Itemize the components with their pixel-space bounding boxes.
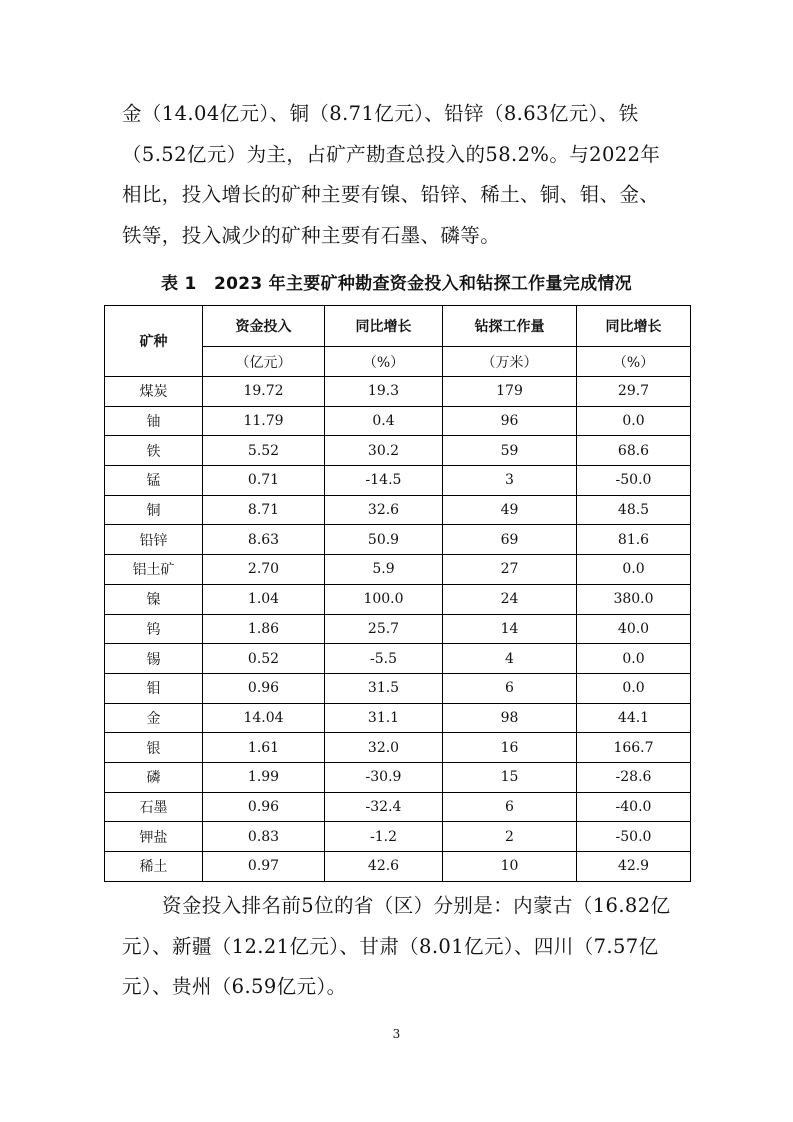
body-paragraph-bottom: 资金投入排名前5位的省（区）分别是：内蒙古（16.82亿元）、新疆（12.21亿元）、甘肃（8.01亿元）、四川（7.57亿元）、贵州（6.59亿元）。 (122, 894, 671, 998)
cell-drilling: 24 (443, 584, 577, 614)
cell-mineral: 铁 (105, 436, 203, 466)
cell-mineral: 铀 (105, 406, 203, 436)
table-row (105, 495, 691, 525)
header-drilling: 钻探工作量 (443, 306, 577, 347)
table-row (105, 644, 691, 674)
cell-drilling: 98 (443, 703, 577, 733)
cell-drilling: 96 (443, 406, 577, 436)
table-row (105, 703, 691, 733)
mineral-exploration-table (104, 305, 691, 882)
cell-funding-yoy: 32.6 (325, 495, 443, 525)
cell-funding: 19.72 (203, 377, 325, 407)
cell-funding: 2.70 (203, 555, 325, 585)
cell-drilling-yoy: 0.0 (577, 644, 691, 674)
cell-drilling-yoy: 81.6 (577, 525, 691, 555)
header-funding: 资金投入 (203, 306, 325, 347)
cell-drilling-yoy: 44.1 (577, 703, 691, 733)
cell-funding: 1.61 (203, 733, 325, 763)
cell-funding-yoy: 5.9 (325, 555, 443, 585)
cell-funding-yoy: -32.4 (325, 792, 443, 822)
cell-drilling-yoy: 166.7 (577, 733, 691, 763)
table-row (105, 406, 691, 436)
unit-drilling-yoy: （%） (577, 347, 691, 377)
table-row (105, 822, 691, 852)
cell-funding-yoy: 31.5 (325, 673, 443, 703)
cell-funding-yoy: 32.0 (325, 733, 443, 763)
cell-drilling: 15 (443, 762, 577, 792)
cell-drilling-yoy: -28.6 (577, 762, 691, 792)
cell-mineral: 煤炭 (105, 377, 203, 407)
cell-funding-yoy: 31.1 (325, 703, 443, 733)
cell-drilling: 4 (443, 644, 577, 674)
table-caption: 表 1 2023 年主要矿种勘查资金投入和钻探工作量完成情况 (161, 274, 632, 294)
cell-drilling: 49 (443, 495, 577, 525)
cell-drilling-yoy: 68.6 (577, 436, 691, 466)
cell-funding: 8.63 (203, 525, 325, 555)
unit-funding: （亿元） (203, 347, 325, 377)
cell-funding: 8.71 (203, 495, 325, 525)
cell-drilling: 6 (443, 792, 577, 822)
cell-drilling-yoy: 0.0 (577, 406, 691, 436)
cell-funding: 11.79 (203, 406, 325, 436)
cell-funding-yoy: 42.6 (325, 852, 443, 882)
cell-funding: 0.97 (203, 852, 325, 882)
cell-drilling: 10 (443, 852, 577, 882)
cell-mineral: 铅锌 (105, 525, 203, 555)
cell-funding-yoy: 0.4 (325, 406, 443, 436)
cell-drilling: 3 (443, 466, 577, 496)
table-row (105, 584, 691, 614)
cell-mineral: 稀土 (105, 852, 203, 882)
cell-funding: 1.99 (203, 762, 325, 792)
cell-mineral: 铝土矿 (105, 555, 203, 585)
cell-funding-yoy: -30.9 (325, 762, 443, 792)
table-row (105, 733, 691, 763)
cell-funding: 0.52 (203, 644, 325, 674)
cell-funding-yoy: -5.5 (325, 644, 443, 674)
cell-drilling-yoy: -50.0 (577, 822, 691, 852)
cell-drilling-yoy: 29.7 (577, 377, 691, 407)
cell-drilling-yoy: 40.0 (577, 614, 691, 644)
header-mineral: 矿种 (105, 306, 203, 377)
cell-drilling: 179 (443, 377, 577, 407)
cell-funding-yoy: 50.9 (325, 525, 443, 555)
table-row (105, 673, 691, 703)
cell-funding: 1.86 (203, 614, 325, 644)
table-row (105, 466, 691, 496)
cell-drilling-yoy: 0.0 (577, 555, 691, 585)
cell-mineral: 钼 (105, 673, 203, 703)
table-row (105, 436, 691, 466)
table-row (105, 377, 691, 407)
cell-drilling-yoy: -50.0 (577, 466, 691, 496)
cell-funding: 0.96 (203, 673, 325, 703)
cell-drilling: 16 (443, 733, 577, 763)
cell-funding-yoy: 30.2 (325, 436, 443, 466)
page-number: 3 (392, 1027, 401, 1041)
cell-drilling: 14 (443, 614, 577, 644)
cell-drilling: 2 (443, 822, 577, 852)
cell-drilling: 6 (443, 673, 577, 703)
cell-drilling: 27 (443, 555, 577, 585)
table-header-row (105, 306, 691, 347)
cell-mineral: 石墨 (105, 792, 203, 822)
cell-drilling-yoy: 0.0 (577, 673, 691, 703)
cell-drilling-yoy: 380.0 (577, 584, 691, 614)
cell-drilling-yoy: 42.9 (577, 852, 691, 882)
cell-funding: 0.96 (203, 792, 325, 822)
table-row (105, 555, 691, 585)
header-drilling-yoy: 同比增长 (577, 306, 691, 347)
cell-funding: 1.04 (203, 584, 325, 614)
unit-drilling: （万米） (443, 347, 577, 377)
table-row (105, 762, 691, 792)
cell-mineral: 镍 (105, 584, 203, 614)
cell-drilling-yoy: 48.5 (577, 495, 691, 525)
cell-mineral: 钨 (105, 614, 203, 644)
cell-mineral: 钾盐 (105, 822, 203, 852)
table-row (105, 525, 691, 555)
table-row (105, 792, 691, 822)
cell-mineral: 铜 (105, 495, 203, 525)
cell-funding: 0.83 (203, 822, 325, 852)
body-paragraph-top: 金（14.04亿元）、铜（8.71亿元）、铅锌（8.63亿元）、铁（5.52亿元）为主，占矿产勘查总投入的58.2%。与2022年相比，投入增长的矿种主要有镍、铅锌、稀土、铜、钼、金、铁等，投入减少的矿种主要有石墨、磷等。 (122, 102, 661, 247)
cell-mineral: 锡 (105, 644, 203, 674)
cell-funding: 0.71 (203, 466, 325, 496)
cell-funding-yoy: -14.5 (325, 466, 443, 496)
cell-mineral: 锰 (105, 466, 203, 496)
cell-funding-yoy: 19.3 (325, 377, 443, 407)
cell-funding-yoy: 25.7 (325, 614, 443, 644)
table-row (105, 852, 691, 882)
cell-drilling: 59 (443, 436, 577, 466)
cell-funding-yoy: 100.0 (325, 584, 443, 614)
cell-mineral: 银 (105, 733, 203, 763)
unit-funding-yoy: （%） (325, 347, 443, 377)
cell-funding: 14.04 (203, 703, 325, 733)
cell-mineral: 磷 (105, 762, 203, 792)
cell-drilling-yoy: -40.0 (577, 792, 691, 822)
cell-drilling: 69 (443, 525, 577, 555)
header-funding-yoy: 同比增长 (325, 306, 443, 347)
cell-funding: 5.52 (203, 436, 325, 466)
cell-funding-yoy: -1.2 (325, 822, 443, 852)
table-row (105, 614, 691, 644)
cell-mineral: 金 (105, 703, 203, 733)
